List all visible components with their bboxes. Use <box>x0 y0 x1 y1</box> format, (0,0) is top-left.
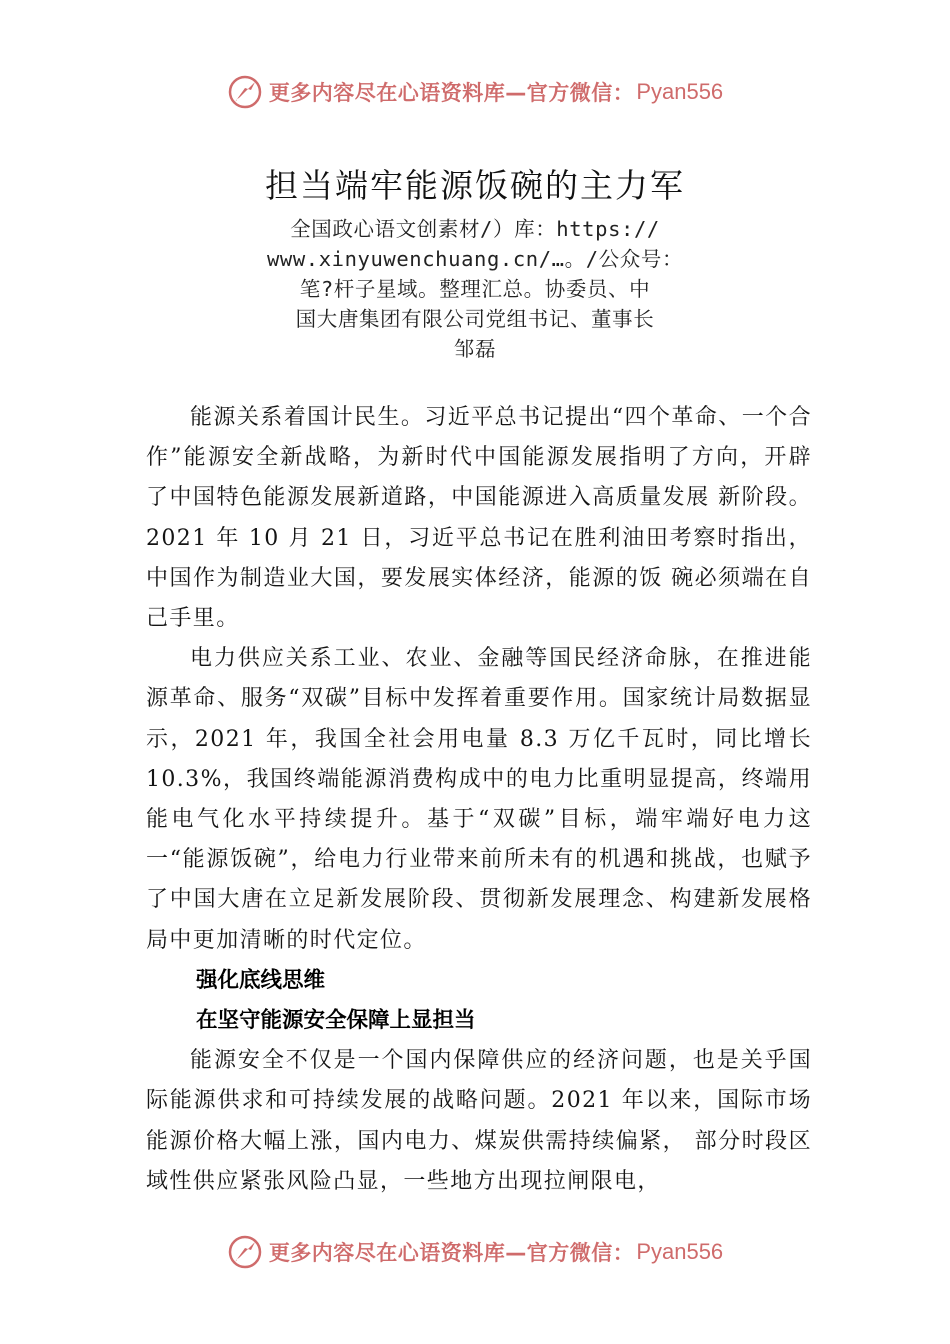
quill-logo-icon <box>227 74 263 110</box>
byline-line: 邹磊 <box>453 337 497 361</box>
article-byline <box>255 214 695 364</box>
section-heading: 强化底线思维 <box>196 967 326 993</box>
watermark-account: Pyan556 <box>636 1239 724 1264</box>
byline-line: 国大唐集团有限公司党组书记、董事长 <box>295 307 655 331</box>
watermark-banner-bottom <box>0 1232 950 1272</box>
byline-line: 笔?杆子星域。整理汇总。协委员、中 <box>299 277 651 301</box>
byline-line: www.xinyuwenchuang.cn/…。/公众号： <box>266 247 684 271</box>
watermark-text: 更多内容尽在心语资料库—官方微信： <box>268 1241 635 1265</box>
article-title: 担当端牢能源饭碗的主力军 <box>265 166 685 205</box>
paragraph-power-supply: 电力供应关系工业、农业、金融等国民经济命脉，在推进能源革命、服务“双碳”目标中发挥着重要作用。国家统计局数据显示，2021 年，我国全社会用电量 8.3 万亿千瓦时，同比增长 10.3%，我国终端能源消费构成中的电力比重明显提高，终端用能电气化水平持续提升。基于“双碳”目标，端牢端好电力这一“能源饭碗”，给电力行业带来前所未有的机遇和挑战，也赋予了中国大唐在立足新发展阶段、贯彻新发展理念、构建新发展格局中更加清晰的时代定位。 <box>146 646 812 953</box>
byline-line: 全国政心语文创素材/）库：https:// <box>290 217 660 241</box>
article-body <box>146 398 812 1202</box>
watermark-account: Pyan556 <box>636 79 724 104</box>
watermark-banner-top <box>0 72 950 112</box>
paragraph-energy-safety: 能源安全不仅是一个国内保障供应的经济问题，也是关乎国际能源供求和可持续发展的战略问题。2021 年以来，国际市场能源价格大幅上涨，国内电力、煤炭供需持续偏紧， 部分时段区域性供应紧张风险凸显，一些地方出现拉闸限电， <box>146 1048 812 1194</box>
watermark-text: 更多内容尽在心语资料库—官方微信： <box>268 81 635 105</box>
paragraph-energy-security-strategy: 能源关系着国计民生。习近平总书记提出“四个革命、一个合作”能源安全新战略，为新时代中国能源发展指明了方向，开辟了中国特色能源发展新道路，中国能源进入高质量发展 新阶段。2021 年 10 月 21 日，习近平总书记在胜利油田考察时指出，中国作为制造业大国，要发展实体经济，能源的饭 碗必须端在自己手里。 <box>146 405 812 632</box>
section-subheading: 在坚守能源安全保障上显担当 <box>196 1008 476 1034</box>
quill-logo-icon <box>227 1234 263 1270</box>
